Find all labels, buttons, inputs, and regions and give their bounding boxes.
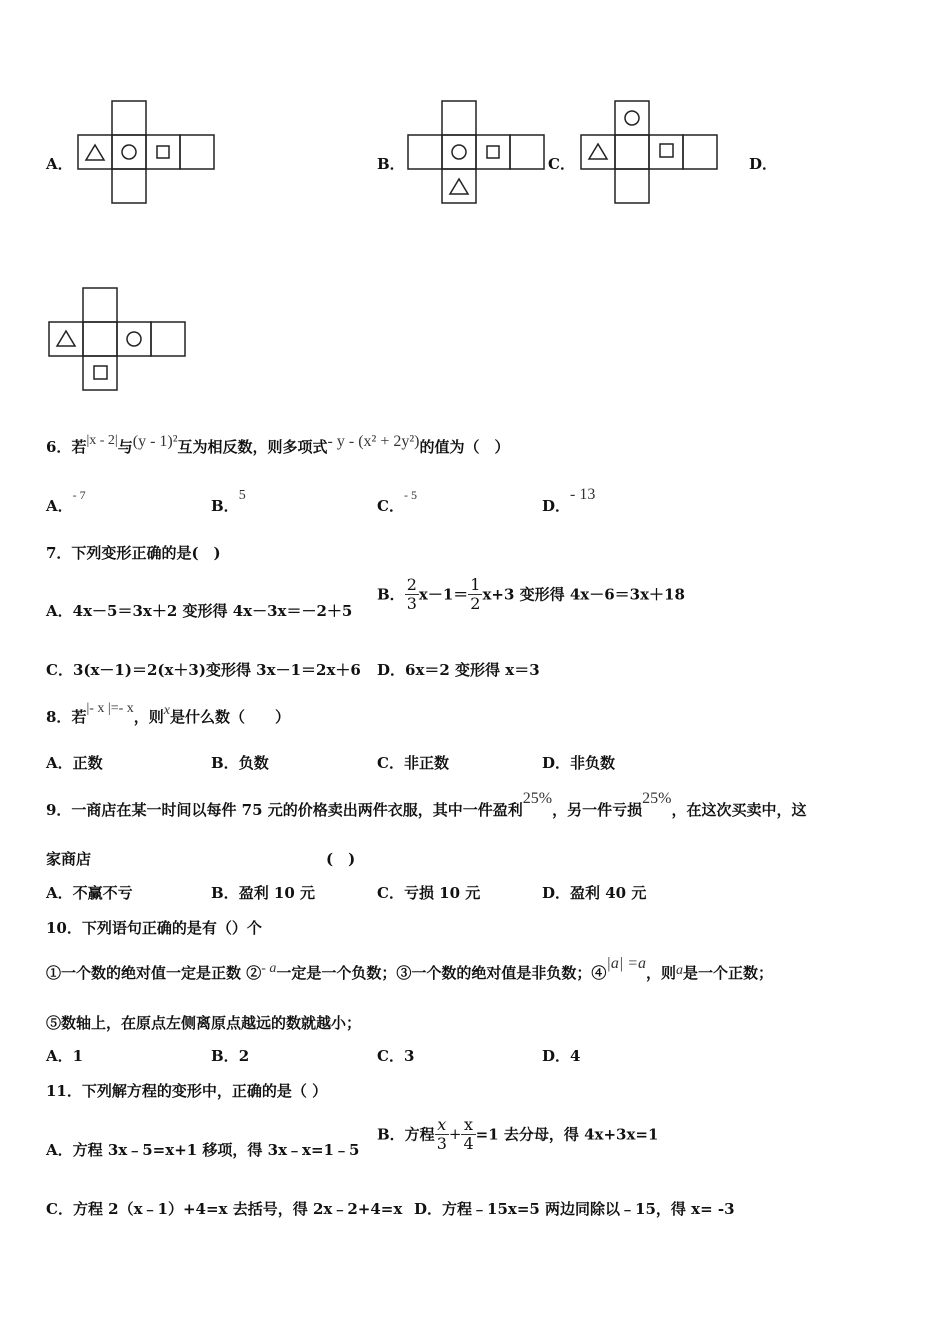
stem-text: 与 — [117, 438, 133, 456]
question-7-stem: 7．下列变形正确的是( ) — [46, 544, 221, 562]
question-number: 6． — [46, 438, 72, 456]
question-8-stem: 8．若|- x |=- x，则x是什么数（ ） — [46, 701, 291, 726]
percent-value: 25% — [522, 790, 553, 807]
q6-option-b[interactable]: B．5 — [211, 488, 246, 515]
math-expression: (y - 1)² — [132, 433, 178, 450]
option-d-label: D． — [749, 155, 778, 173]
q9-option-b[interactable]: B．盈利 10 元 — [211, 884, 316, 902]
stem-text: 的值为（ ） — [419, 438, 510, 456]
math-expression: |- x |=- x — [86, 701, 134, 716]
option-value: - 5 — [403, 488, 417, 502]
q10-option-c[interactable]: C．3 — [377, 1047, 415, 1065]
q8-option-d[interactable]: D．非负数 — [542, 754, 616, 772]
option-value: - 7 — [72, 488, 86, 502]
question-10-statements: ①一个数的绝对值一定是正数 ②- a一定是一个负数；③一个数的绝对值是非负数；④|a| =a，则a是一个正数； — [46, 955, 774, 982]
q9-option-c[interactable]: C．亏损 10 元 — [377, 884, 481, 902]
math-expression: |x - 2| — [86, 433, 118, 448]
q9-option-d[interactable]: D．盈利 40 元 — [542, 884, 647, 902]
stem-text: 互为相反数，则多项式 — [177, 438, 328, 456]
q11-option-a[interactable]: A．方程 3x﹣5=x+1 移项，得 3x﹣x=1﹣5 — [46, 1141, 360, 1159]
math-expression: |a| =a — [606, 955, 647, 972]
q7-option-a[interactable]: A．4x－5＝3x＋2 变形得 4x－3x＝－2＋5 — [46, 602, 353, 620]
percent-value: 25% — [642, 790, 672, 807]
q11-option-b[interactable]: B．方程 $\frac{x}{3}$ + $\frac{x}{4}$ =1 去分母，得 4x+3x=1 — [377, 1115, 659, 1153]
option-c-label: C． — [548, 155, 575, 173]
question-11-stem: 11．下列解方程的变形中，正确的是（ ） — [46, 1082, 328, 1100]
option-value: - 13 — [570, 486, 596, 503]
q10-option-d[interactable]: D．4 — [542, 1047, 581, 1065]
q11-option-d[interactable]: D．方程﹣15x=5 两边同除以﹣15，得 x= -3 — [414, 1200, 735, 1218]
question-9-stem: 9．一商店在某一时间以每件 75 元的价格卖出两件衣服，其中一件盈利25%，另一件亏损25%，在这次买卖中，这 — [46, 790, 807, 819]
q8-option-c[interactable]: C．非正数 — [377, 754, 449, 772]
q11-option-c[interactable]: C．方程 2（x﹣1）+4=x 去括号，得 2x﹣2+4=x — [46, 1200, 403, 1218]
question-10-statement-5: ⑤数轴上，在原点左侧离原点越远的数就越小； — [46, 1014, 362, 1032]
q6-option-d[interactable]: D．- 13 — [542, 486, 596, 515]
q8-option-a[interactable]: A．正数 — [46, 754, 103, 772]
q6-option-c[interactable]: C．$^{- 5}$ — [377, 488, 417, 515]
q8-option-b[interactable]: B．负数 — [211, 754, 269, 772]
net-option-c — [579, 100, 721, 206]
q10-option-a[interactable]: A．1 — [46, 1047, 84, 1065]
q7-option-d[interactable]: D．6x＝2 变形得 x＝3 — [377, 661, 540, 679]
fraction: $\frac{1}{2}$ — [470, 575, 481, 613]
answer-paren: ( ) — [326, 850, 356, 868]
q6-option-a[interactable]: A．$^{- 7}$ — [46, 488, 86, 515]
question-9-stem-line2: 家商店 — [46, 850, 92, 868]
net-option-a — [76, 100, 218, 206]
math-expression: - a — [261, 961, 277, 976]
math-variable: a — [676, 963, 684, 978]
q7-option-b[interactable]: B． $\frac{2}{3}$ x－1＝ $\frac{1}{2}$ x+3 变形得 4x－6＝3x＋18 — [377, 575, 685, 613]
net-option-b — [406, 100, 548, 206]
math-expression: - y - (x² + 2y²) — [327, 433, 420, 450]
stem-text: 若 — [71, 438, 87, 456]
q10-option-b[interactable]: B．2 — [211, 1047, 250, 1065]
fraction: $\frac{x}{3}$ — [436, 1115, 447, 1153]
q7-option-c[interactable]: C．3(x－1)＝2(x＋3)变形得 3x－1＝2x＋6 — [46, 661, 361, 679]
option-b-label: B． — [377, 155, 405, 173]
net-option-d — [47, 287, 189, 393]
option-a-label: A． — [46, 155, 73, 173]
fraction: $\frac{x}{4}$ — [463, 1115, 474, 1153]
question-10-stem: 10．下列语句正确的是有（）个 — [46, 919, 262, 937]
question-6-stem — [46, 433, 510, 457]
math-variable: x — [163, 703, 171, 718]
fraction: $\frac{2}{3}$ — [406, 575, 417, 613]
q9-option-a[interactable]: A．不赢不亏 — [46, 884, 133, 902]
option-value: 5 — [238, 488, 246, 503]
